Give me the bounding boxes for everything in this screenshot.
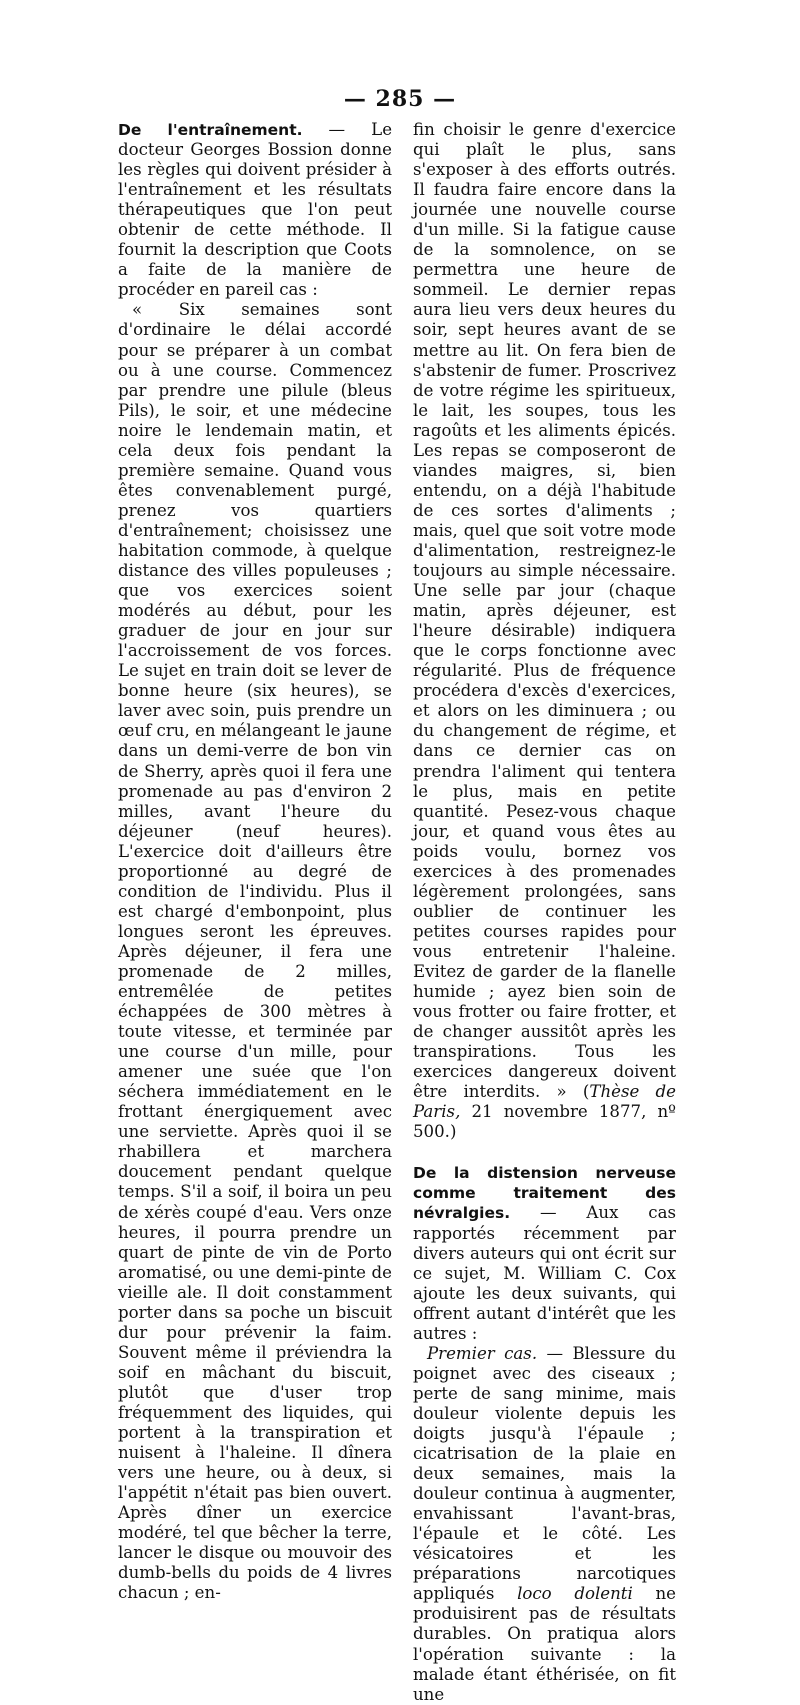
citation-source: Thèse de Paris, xyxy=(413,1082,676,1122)
right-column xyxy=(413,120,676,1705)
section-gap xyxy=(413,1142,676,1163)
section-heading-2: De la distension nerveuse comme traitement des névralgies. xyxy=(413,1164,676,1223)
case-text-2: ne produisirent pas de résultats durables. On pratiqua alors l'opération suivante : la malade étant éthérisée, on fit une xyxy=(413,1584,676,1704)
quote-continuation xyxy=(413,120,676,1142)
section-distension xyxy=(413,1163,676,1343)
section-intro: — Le docteur Georges Bossion donne les règles qui doivent présider à l'entraînement et les résultats thérapeutiques que l'on peut obtenir de cette méthode. Il fournit la description que Coots a faite de la manière de procéder en pareil cas : xyxy=(118,120,393,300)
quote-paragraph: « Six semaines sont d'ordinaire le délai accordé pour se préparer à un combat ou à une course. Commencez par prendre une pilule (bleus Pils), le soir, et une médecine noire le lendemain matin, et cela deux fois pendant la première semaine. Quand vous êtes convenablement purgé, prenez vos quartiers d'entraînement; choisissez une habitation commode, à quelque distance des villes populeuses ; que vos exercices soient modérés au début, pour les graduer de jour en jour sur l'accroissement de vos forces. Le sujet en train doit se lever de bonne heure (six heures), se laver avec soin, puis prendre un œuf cru, en mélangeant le jaune dans un demi-verre de bon vin de Sherry, après quoi il fera une promenade au pas d'environ 2 milles, avant l'heure du déjeuner (neuf heures). L'exercice doit d'ailleurs être proportionné au degré de condition de l'individu. Plus il est chargé d'embonpoint, plus longues seront les épreuves. Après déjeuner, il fera une promenade de 2 milles, entremêlée de petites échappées de 300 mètres à toute vitesse, et terminée par une course d'un mille, pour amener une suée que l'on séchera immédiatement en le frottant énergiquement avec une serviette. Après quoi il se rhabillera et marchera doucement pendant quelque temps. S'il a soif, il boira un peu de xérès coupé d'eau. Vers onze heures, il pourra prendre un quart de pinte de vin de Porto aromatisé, ou une demi-pinte de vieille ale. Il doit constamment porter dans sa poche un biscuit dur pour prévenir la faim. Souvent même il préviendra la soif en mâchant du biscuit, plutôt que d'user trop fréquemment des liquides, qui portent à la transpiration et nuisent à l'haleine. Il dînera vers une heure, ou à deux, si l'appétit n'était pas bien ouvert. Après dîner un exercice modéré, tel que bêcher la terre, lancer le disque ou mouvoir des dumb-bells du poids de 4 livres chacun ; en- xyxy=(118,300,392,1603)
continuation-text: fin choisir le genre d'exercice qui plaît le plus, sans s'exposer à des efforts outrés. Il faudra faire encore dans la journée une nouvelle course d'un mille. Si la fatigue cause de la somnolence, on se permettra une heure de sommeil. Le dernier repas aura lieu vers deux heures du soir, sept heures avant de se mettre au lit. On fera bien de s'abstenir de fumer. Proscrivez de votre régime les spiritueux, le lait, les soupes, tous les ragoûts et les aliments épicés. Les repas se composeront de viandes maigres, si, bien entendu, on a déjà l'habitude de ces sortes d'aliments ; mais, quel que soit votre mode d'alimentation, restreignez-le toujours au simple nécessaire. Une selle par jour (chaque matin, après déjeuner, est l'heure désirable) indiquera que le corps fonctionne avec régularité. Plus de fréquence procédera d'excès d'exercices, et alors on les diminuera ; ou du changement de régime, et dans ce dernier cas on prendra l'aliment qui tentera le plus, mais en petite quantité. Pesez-vous chaque jour, et quand vous êtes au poids voulu, bornez vos exercices à des promenades légèrement prolongées, sans oublier de continuer les petites courses rapides pour vous entretenir l'haleine. Evitez de garder de la flanelle humide ; ayez bien soin de vous frotter ou faire frotter, et de changer aussitôt après les transpirations. Tous les exercices dangereux doivent être interdits. » ( xyxy=(413,120,676,1102)
left-column xyxy=(118,120,392,1603)
case-latin: loco dolenti xyxy=(517,1584,633,1604)
page-number: — 285 — xyxy=(343,86,457,112)
section-heading: De l'entraînement. xyxy=(118,121,303,139)
case-text-1: — Blessure du poignet avec des ciseaux ; perte de sang minime, mais douleur violente depuis les doigts jusqu'à l'épaule ; cicatrisation de la plaie en deux semaines, mais la douleur continua à augmenter, envahissant l'avant-bras, l'épaule et le côté. Les vésicatoires et les préparations narcotiques appliqués xyxy=(413,1343,676,1604)
section-entrainement xyxy=(118,120,392,300)
case-label: Premier cas. xyxy=(427,1343,538,1363)
section-intro-2: — Aux cas rapportés récemment par divers auteurs qui ont écrit sur ce sujet, M. William C. Cox ajoute les deux suivants, qui offrent autant d'intérêt que les autres : xyxy=(413,1203,676,1343)
citation-date: 21 novembre 1877, nº 500.) xyxy=(413,1102,676,1142)
case-paragraph xyxy=(413,1344,676,1705)
